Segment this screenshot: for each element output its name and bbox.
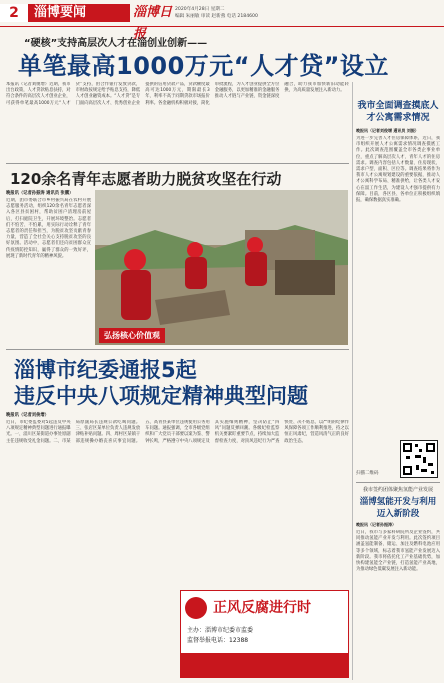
discipline-headline-line1: 淄博市纪委通报5起 <box>14 358 197 382</box>
lead-body: 本报讯（记者刘俊增）近期，我市出台政策，人才贷款贴息扶持，对符合条件的高层次人才创业企业，可获得单笔最高1000万元“人才贷”支持，由合作银行发放贷款，市财政按规定给予贴息支持，降低人才创业融资成本。“人才贷”是专门面向高层次人才、优秀创业企业提供的信用贷款产品，贷款额度最高可达1000万元，期限最长3年，利率不高于同期贷款市场报价利率。各金融机构积极对接，简化审批流程，为人才创业提供全方位金融服务，以更加精准的金融服务推动人才链与产业链、资金链深度融合，助力我市加快新旧动能转换，为高质量发展注入新动力。 <box>6 82 349 106</box>
lead-headline: 单笔最高1000万元“人才贷”设立 <box>18 52 389 80</box>
header-divider <box>0 26 444 27</box>
column-divider <box>352 82 353 680</box>
divider <box>356 482 440 483</box>
banner-sponsor: 主办：淄博市纪委市监委 <box>187 627 254 634</box>
banner-hotline: 监督举报电话：12388 <box>187 637 249 644</box>
lead-kicker: “硬核”支持高层次人才在淄创业创新—— <box>24 38 208 49</box>
banner-title: 正风反腐进行时 <box>213 600 311 616</box>
photo-caption: 弘扬核心价值观 <box>99 328 165 343</box>
volunteer-photo <box>95 190 348 345</box>
issue-date: 2020年4月28日 星期二 <box>175 7 225 12</box>
qr-code-icon <box>401 441 437 477</box>
editors-line: 编辑 朱丽敏 审读 赵新燕 电话 2184600 <box>175 14 258 19</box>
divider <box>6 163 349 164</box>
newspaper-logo: 淄博日报 <box>133 5 173 42</box>
discipline-headline-line2: 违反中央八项规定精神典型问题 <box>14 384 308 408</box>
qr-code <box>400 440 438 478</box>
sidebar-story1-byline: 晚报讯（记者刘俊增 通讯员 刘振） <box>356 128 419 133</box>
volunteer-photo-illustration <box>95 190 348 345</box>
divider <box>6 349 349 350</box>
emblem-icon <box>185 597 207 619</box>
sidebar-story1-body: 为进一步完善人才住房保障体系，近日，我市组织开展人才公寓需求情况调查摸底工作。此次调查范围覆盖全市各类企事业单位，重点了解高层次人才、青年人才的住房需求。调查内容包括人才数量、住房现状、需求户型、面积、区位等。调查结果将作为我市人才公寓规划建设的重要依据，推动人才公寓科学布局、精准供给，让各类人才安心在淄工作生活，为建设人才强市提供有力保障。目前，各区县、各单位正积极组织填报，确保数据真实准确。 <box>356 136 440 204</box>
sidebar-story1-headline: 我市全面调查摸底人才公寓需求情况 <box>357 101 439 123</box>
section-title: 淄博要闻 <box>28 4 130 22</box>
sidebar-story2-kicker: 我市签约团体聚焦氢能产业发展 <box>362 487 433 493</box>
volunteer-byline: 晚报讯（记者孙振涛 通讯员 张鹏） <box>6 191 74 196</box>
qr-caption: 扫描二维码 <box>356 471 379 476</box>
anticorruption-banner <box>180 590 349 678</box>
sidebar-story2-byline: 晚报讯（记者孙振涛） <box>356 522 396 527</box>
discipline-byline: 晚报讯（记者刘俊增） <box>6 413 49 418</box>
page-number: 2 <box>0 4 28 22</box>
sidebar-story2-headline: 淄博氢能开发与利用迈入新阶段 <box>359 497 437 519</box>
banner-footer-band <box>181 653 348 677</box>
volunteer-headline: 120余名青年志愿者助力脱贫攻坚在行动 <box>10 170 282 188</box>
discipline-body: 近日，市纪委监委对5起违反中央八项规定精神典型问题进行通报曝光。一、淄川区某街道办事处原副主任违规收受礼金问题。二、市某局原副局长违规公款吃喝问题。三、张店区某单位负责人违规发放津贴补贴问题。四、周村区某镇干部违规操办婚丧喜庆事宜问题。五、高青县某单位违规使用公务用车问题。通报强调，全市各级党组织和广大党员干部要以案为鉴、警钟长鸣，严格遵守中央八项规定及其实施细则精神，坚决防止“四风”问题反弹回潮。各级纪检监察机关要紧盯重要节点，持续加大监督检查力度，对顶风违纪行为严查快处、决不姑息，以严明的纪律作风保障各项工作顺利推进，持之以恒正风肃纪，营造风清气正的良好政治生态。 <box>6 420 349 444</box>
volunteer-body: 近期，团市委联合市乡村振兴局在农村开展志愿服务活动，组织120余名青年志愿者深入各区县贫困村，帮助贫困户清理房前屋后，打扫庭院卫生，开展环境整治。志愿者们不怕苦、不怕累，用实际行动诠释了青年志愿者的责任和担当，为脱贫攻坚贡献青春力量，营造了全社会关心支持脱贫攻坚的良好氛围。活动中，志愿者们还向贫困群众宣传疫情防控知识，赢得了群众的一致好评，展现了新时代青年的精神风貌。 <box>6 198 91 259</box>
sidebar-story2-body: 近日，我市与多家科研院所及企业签约，共同推动氢能产业开发与利用。此次签约项目涵盖氢能制备、储运、加注及燃料电池应用等多个领域，标志着我市氢能产业发展迈入新阶段。我市将依托化工产业基础优势，加快构建氢能全产业链，打造氢能产业高地，为推动绿色低碳发展注入新动能。 <box>356 530 440 573</box>
